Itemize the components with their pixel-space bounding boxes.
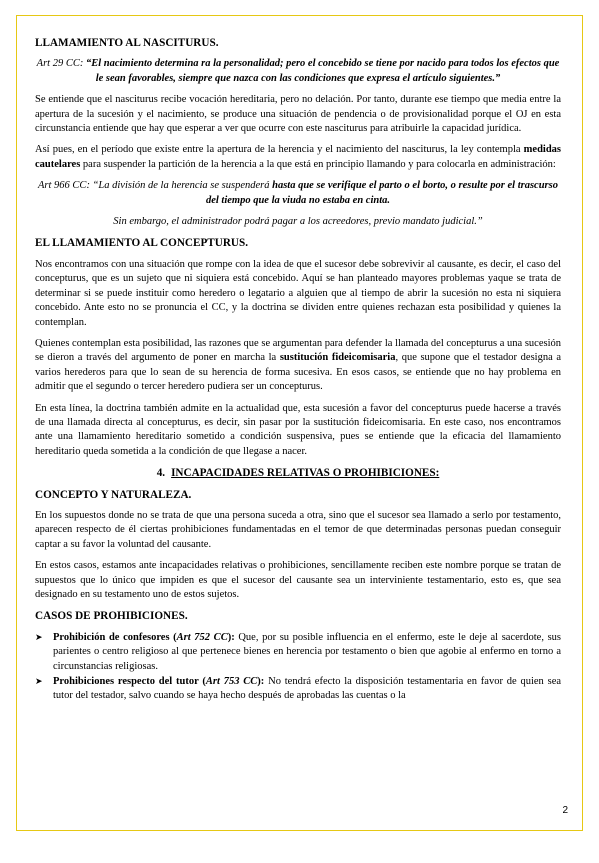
arrow-bullet-icon: ➤ xyxy=(35,677,43,688)
heading-casos: CASOS DE PROHIBICIONES. xyxy=(35,610,188,623)
paragraph-vocacion: Se entiende que el nasciturus recibe vocación hereditaria, pero no delación. Por tanto, durante ese tiempo que media entre la apertura de la sucesión y el nacimiento, se produce una situación de pendencia o de provisionalidad porque el OJ en esta circunstancia entiende que hay que esperar a ver que ocurre con este nasciturus para atribuirle la capacidad jurídica. xyxy=(35,94,561,135)
list-item-title-text: Prohibición de confesores ( xyxy=(53,631,177,643)
paragraph-medidas-cautelares xyxy=(35,143,561,172)
document-page xyxy=(16,15,583,831)
list-item-close: ): xyxy=(257,676,265,688)
heading-concepto: CONCEPTO Y NATURALEZA. xyxy=(35,488,192,501)
heading-incapacidades-text: INCAPACIDADES RELATIVAS O PROHIBICIONES: xyxy=(171,467,440,480)
paragraph-llamada-directa: En esta línea, la doctrina también admite en la actualidad que, esta sucesión a favor del concepturus puede hacerse a través de una llamada directa al concepturus, es decir, sin pasar por la sustitución fideicomisaria. En este caso, nos encontramos ante una llamamiento hereditario sometido a condición suspensiva, pues se entiende que la eficacia del llamamiento hereditario queda sometida a la condición de que llegase a nacer. xyxy=(35,402,561,457)
heading-incapacidades-number: 4. xyxy=(156,467,166,480)
quote-art-966-b: hasta que se verifique el parto o el borto, o resulte por el trascurso del tiempo que la viuda no estaba en cinta. xyxy=(205,180,558,206)
quote-art-29 xyxy=(35,57,561,86)
paragraph-incapacidades: En estos casos, estamos ante incapacidades relativas o prohibiciones, sencillamente reciben este nombre porque se tratan de supuestos que lo único que impiden es que el sucesor del causante sea un interviniente testamentario, esto es, que sea designado en su testamento uno de estos sujetos. xyxy=(35,560,561,600)
heading-incapacidades xyxy=(35,466,561,480)
list-item xyxy=(35,675,561,704)
p4-bold: sustitución fideicomisaria xyxy=(279,352,396,364)
quote-art-29-text: “El nacimiento determina ra la personalidad; pero el concebido se tiene por nacido para todos los efectos que le sean favorables, siempre que nazca con las condiciones que expresa el artículo siguientes.” xyxy=(85,58,560,84)
heading-concepturus: EL LLAMAMIENTO AL CONCEPTURUS. xyxy=(35,237,249,250)
list-item xyxy=(35,631,561,674)
list-item-ref: Art 752 CC xyxy=(176,631,228,643)
list-item-title xyxy=(53,676,264,687)
quote-art-966-a: “La división de la herencia se suspenderá xyxy=(89,180,273,192)
quote-art-29-ref: Art 29 CC: xyxy=(36,58,84,70)
list-item-ref: Art 753 CC xyxy=(205,676,258,688)
heading-nasciturus: LLAMAMIENTO AL NASCITURUS. xyxy=(35,37,219,49)
paragraph-supuestos: En los supuestos donde no se trata de que una persona suceda a otra, sino que el sucesor sea llamado a serlo por testamento, aparecen respecto de él ciertas prohibiciones fundamentadas en el temor de que determinadas personas puedan conseguir captar a su favor la voluntad del causante. xyxy=(35,509,561,550)
paragraph-concepturus-intro: Nos encontramos con una situación que rompe con la idea de que el sucesor debe sobrevivir al causante, es decir, el caso del concepturus, que es un sujeto que ni siquiera está concebido. Aquí se han planteado mayores problemas yaque se trata de determinar si se puede instituir como heredero o legatario a alguien que al tiempo de abrir la sucesión no esta ni siquiera concebido. Ante esto no se pronuncia el CC, y la doctrina se dividen entre quienes rechazan esta posibilidad y quienes la contemplan. xyxy=(35,258,561,328)
page-number: 2 xyxy=(562,805,568,816)
p4-part-a: Quienes contemplan esta posibilidad, las razones que se argumentan para defender la llamada del concepturus a una sucesión se dieron a través del argumento de poner en marcha la xyxy=(35,337,561,364)
quote-art-966-ref: Art 966 CC: xyxy=(38,180,90,192)
quote-administrador: Sin embargo, el administrador podrá pagar a los acreedores, previo mandato judicial.” xyxy=(113,216,483,228)
list-item-close: ): xyxy=(227,631,235,643)
p2-part-c: para suspender la partición de la herencia a la que está en principio llamando y para colocarla en administración: xyxy=(80,158,556,170)
list-item-title-text: Prohibiciones respecto del tutor ( xyxy=(53,676,206,688)
p4-part-c: , que supone que el testador designa a varios herederos para que lo sean de su herencia de forma sucesiva. En esos casos, se entiende que no hay problema en admitir que el segundo o tercer heredero pudiera ser un concepturus. xyxy=(35,352,562,393)
arrow-bullet-icon: ➤ xyxy=(35,632,43,643)
list-item-text: Que, por su posible influencia en el enfermo, este le deje al sacerdote, sus parientes o centro religioso al que pertenece bienes en herencia por testamento o bien que agobie al enfermo en torno a circunstancias religiosas. xyxy=(53,631,562,672)
p2-bold: medidas cautelares xyxy=(35,144,561,170)
page-content xyxy=(35,36,561,705)
quote-art-966 xyxy=(35,179,561,208)
list-item-text: No tendrá efecto la disposición testamentaria en favor de quien sea tutor del testador, salvo cuando se haya hecho después de aprobadas las cuentas o la xyxy=(53,676,562,702)
prohibitions-list xyxy=(35,631,561,704)
list-item-title xyxy=(53,632,235,643)
p2-part-a: Así pues, en el período que existe entre la apertura de la herencia y el nacimiento del nasciturus, la ley contempla xyxy=(35,144,524,156)
paragraph-sustitucion xyxy=(35,337,561,395)
